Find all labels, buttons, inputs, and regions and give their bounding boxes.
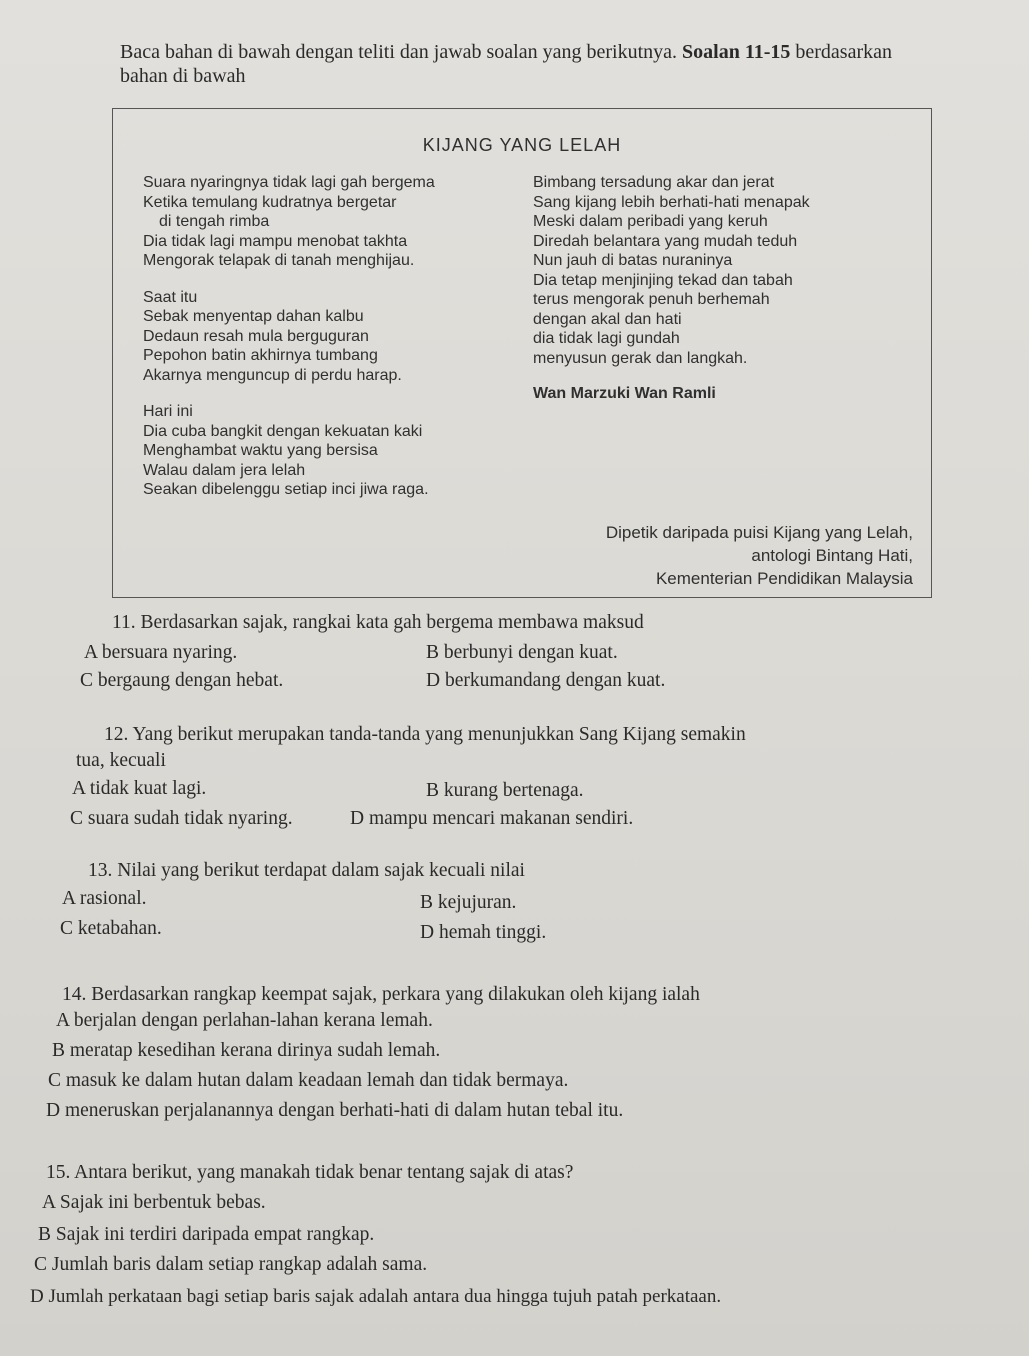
question-13-option-b: B kejujuran. — [420, 892, 517, 913]
question-15-stem: 15. Antara berikut, yang manakah tidak benar tentang sajak di atas? — [46, 1162, 574, 1183]
poem-line: Meski dalam peribadi yang keruh — [533, 213, 768, 230]
poem-line: Ketika temulang kudratnya bergetar — [143, 193, 397, 211]
source-line: Dipetik daripada puisi Kijang yang Lelah, — [605, 523, 913, 542]
question-13-option-a: A rasional. — [62, 888, 147, 909]
question-15-option-d: D Jumlah perkataan bagi setiap baris sajak adalah antara dua hingga tujuh patah perkataan. — [30, 1286, 722, 1307]
poem-line: Saat itu — [143, 288, 198, 306]
question-11-option-d: D berkumandang dengan kuat. — [426, 670, 666, 691]
instruction-text-2: berdasarkan — [795, 41, 893, 63]
poem-box — [112, 108, 932, 598]
poem-line: dia tidak lagi gundah — [533, 330, 680, 347]
poem-line: Nun jauh di batas nuraninya — [533, 252, 733, 269]
poem-line: Mengorak telapak di tanah menghijau. — [143, 252, 415, 269]
question-11-option-a: A bersuara nyaring. — [84, 642, 238, 663]
instruction-text: Baca bahan di bawah dengan teliti dan jawab soalan yang berikutnya. — [120, 41, 678, 63]
question-11-option-b: B berbunyi dengan kuat. — [426, 642, 618, 663]
question-11-option-c: C bergaung dengan hebat. — [80, 670, 284, 691]
instruction-line-2: bahan di bawah — [120, 65, 246, 87]
poem-line: dengan akal dan hati — [533, 310, 682, 328]
source-line: antologi Bintang Hati, — [751, 546, 913, 565]
question-12-option-a: A tidak kuat lagi. — [72, 778, 207, 799]
poem-line: Bimbang tersadung akar dan jerat — [533, 174, 775, 191]
poem-line: Sebak menyentap dahan kalbu — [143, 308, 364, 325]
question-12-stem-2: tua, kecuali — [76, 750, 166, 771]
question-14-option-b: B meratap kesedihan kerana dirinya sudah lemah. — [52, 1040, 441, 1061]
question-15-option-c: C Jumlah baris dalam setiap rangkap adalah sama. — [34, 1254, 428, 1275]
question-12-option-d: D mampu mencari makanan sendiri. — [350, 808, 634, 829]
question-12-option-b: B kurang bertenaga. — [426, 780, 584, 801]
poem-line: Sang kijang lebih berhati-hati menapak — [533, 193, 810, 211]
question-14-option-c: C masuk ke dalam hutan dalam keadaan lemah dan tidak bermaya. — [48, 1070, 569, 1091]
poem-title: KIJANG YANG LELAH — [422, 135, 622, 155]
poem-line: terus mengorak penuh berhemah — [533, 291, 770, 308]
poem-line: Pepohon batin akhirnya tumbang — [143, 347, 378, 364]
poem-line: Hari ini — [143, 403, 193, 420]
source-line: Kementerian Pendidikan Malaysia — [655, 569, 913, 588]
poem-line: Suara nyaringnya tidak lagi gah bergema — [143, 174, 435, 191]
poem-line: Dia tetap menjinjing tekad dan tabah — [533, 271, 793, 289]
poem-line: Dia cuba bangkit dengan kekuatan kaki — [143, 422, 423, 440]
instructions — [120, 40, 1000, 88]
question-12-stem: 12. Yang berikut merupakan tanda-tanda yang menunjukkan Sang Kijang semakin — [104, 724, 746, 745]
poem-source — [606, 521, 913, 590]
poem-right-column — [533, 173, 933, 404]
instruction-question-range: Soalan 11-15 — [682, 41, 791, 63]
poem-line: Dedaun resah mula berguguran — [143, 327, 369, 345]
question-13-stem: 13. Nilai yang berikut terdapat dalam sajak kecuali nilai — [88, 860, 525, 881]
question-15-option-b: B Sajak ini terdiri daripada empat rangkap. — [38, 1224, 375, 1245]
poem-line: Dia tidak lagi mampu menobat takhta — [143, 232, 408, 250]
poem-line: Diredah belantara yang mudah teduh — [533, 232, 798, 250]
question-13-option-d: D hemah tinggi. — [420, 922, 547, 943]
poem-line: di tengah rimba — [159, 213, 270, 230]
question-13-option-c: C ketabahan. — [60, 918, 162, 939]
poem-line: menyusun gerak dan langkah. — [533, 349, 748, 367]
poem-line: Walau dalam jera lelah — [143, 461, 306, 479]
question-15-option-a: A Sajak ini berbentuk bebas. — [42, 1192, 266, 1213]
poem-author: Wan Marzuki Wan Ramli — [533, 385, 716, 402]
question-11-stem: 11. Berdasarkan sajak, rangkai kata gah bergema membawa maksud — [112, 612, 644, 633]
question-12-option-c: C suara sudah tidak nyaring. — [70, 808, 293, 829]
poem-line: Seakan dibelenggu setiap inci jiwa raga. — [143, 481, 429, 498]
question-14-stem: 14. Berdasarkan rangkap keempat sajak, perkara yang dilakukan oleh kijang ialah — [62, 984, 700, 1005]
poem-left-column — [143, 173, 543, 500]
poem-line: Akarnya menguncup di perdu harap. — [143, 366, 402, 384]
poem-line: Menghambat waktu yang bersisa — [143, 442, 378, 459]
question-14-option-a: A berjalan dengan perlahan-lahan kerana lemah. — [56, 1010, 433, 1031]
question-14-option-d: D meneruskan perjalanannya dengan berhati-hati di dalam hutan tebal itu. — [46, 1100, 624, 1121]
